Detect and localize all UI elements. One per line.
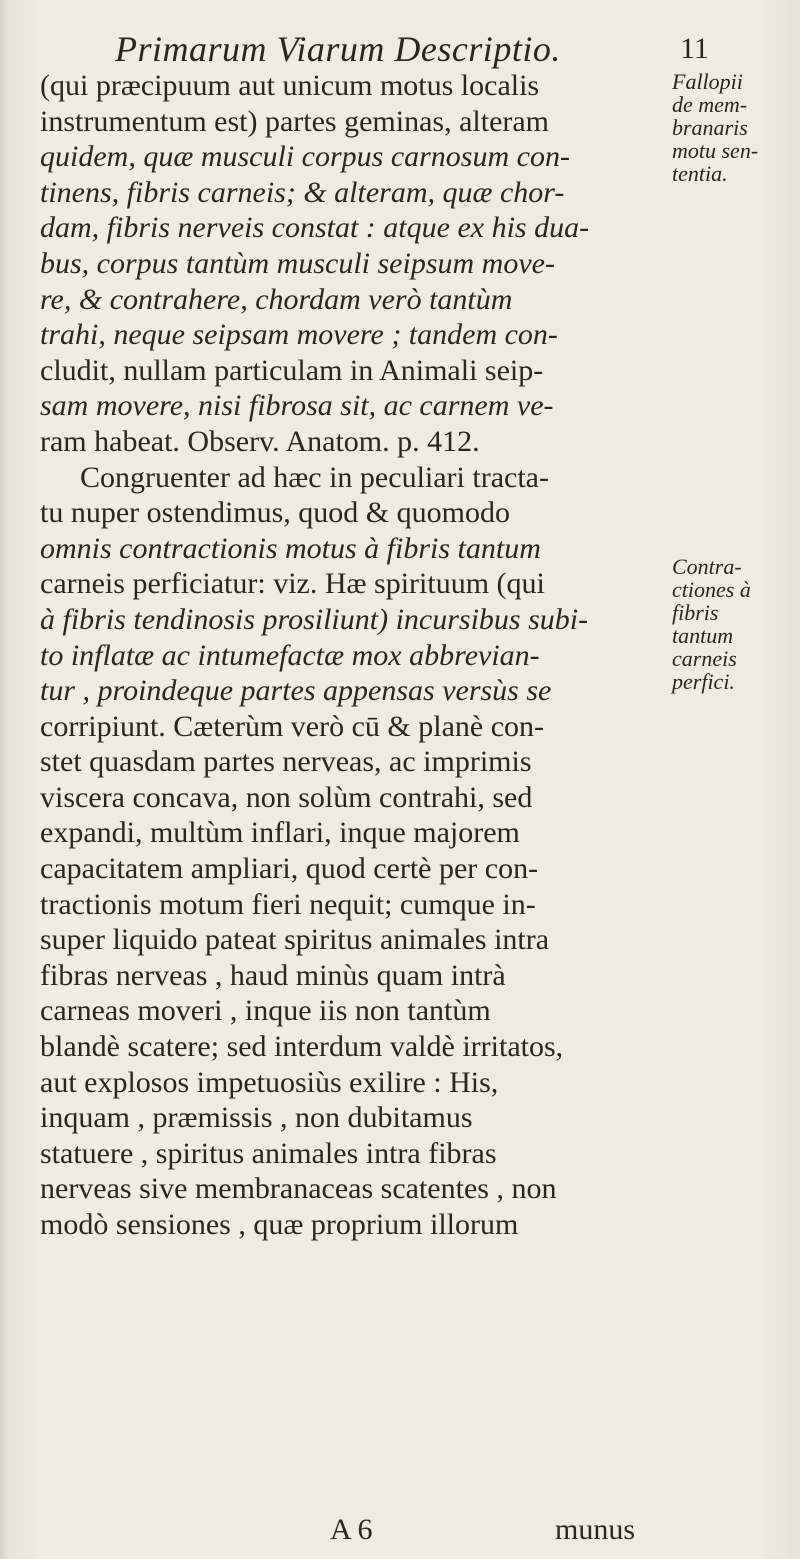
text-line: ram habeat. Observ. Anatom. p. 412. — [40, 424, 480, 458]
text-line: nerveas sive membranaceas scatentes , non — [40, 1172, 557, 1206]
text-line: viscera concava, non solùm contrahi, sed — [40, 780, 533, 814]
marginal-note-line: tentia. — [672, 161, 728, 186]
text-line: expandi, multùm inflari, inque majorem — [40, 816, 520, 850]
text-line: à fibris tendinosis prosiliunt) incursibus subi- — [40, 602, 589, 636]
signature-mark: A 6 — [330, 1513, 373, 1546]
text-line: tur , proindeque partes appensas versùs se — [40, 674, 552, 708]
marginal-note-line: tantum — [672, 623, 734, 648]
text-line: corripiunt. Cæterùm verò cū & planè con- — [40, 709, 545, 743]
marginal-note-line: perfici. — [672, 669, 735, 694]
page-number: 11 — [680, 32, 709, 65]
text-line: aut explosos impetuosiùs exilire : His, — [40, 1065, 499, 1099]
text-line: stet quasdam partes nerveas, ac imprimis — [40, 745, 532, 779]
text-line: quidem, quæ musculi corpus carnosum con- — [40, 140, 570, 174]
text-line: re, & contrahere, chordam verò tantùm — [40, 282, 513, 316]
text-line: fibras nerveas , haud minùs quam intrà — [40, 958, 506, 992]
text-line: modò sensiones , quæ proprium illorum — [40, 1208, 519, 1241]
marginal-note-line: de mem- — [672, 92, 748, 117]
text-line: statuere , spiritus animales intra fibras — [40, 1136, 497, 1170]
text-line: omnis contractionis motus à fibris tantum — [40, 531, 541, 565]
catchword: munus — [555, 1513, 636, 1546]
marginal-note-contractiones — [672, 555, 797, 693]
marginal-note-line: branaris — [672, 115, 748, 140]
text-line: sam movere, nisi fibrosa sit, ac carnem ve- — [40, 389, 554, 423]
page-gutter-edge — [0, 0, 10, 1559]
text-line: trahi, neque seipsam movere ; tandem con- — [40, 318, 558, 352]
marginal-note-line: Fallopii — [672, 69, 743, 94]
text-line: Congruenter ad hæc in peculiari tracta- — [80, 460, 549, 494]
running-title: Primarum Viarum Descriptio. — [115, 29, 561, 69]
text-line: instrumentum est) partes geminas, alteram — [40, 104, 550, 138]
text-line: dam, fibris nerveis constat : atque ex his dua- — [40, 211, 590, 245]
text-line: super liquido pateat spiritus animales intra — [40, 923, 550, 957]
text-line: tu nuper ostendimus, quod & quomodo — [40, 496, 510, 530]
marginal-note-line: fibris — [672, 600, 719, 625]
marginal-note-line: Contra- — [672, 554, 742, 579]
marginal-note-line: carneis — [672, 646, 737, 671]
text-line: bus, corpus tantùm musculi seipsum move- — [40, 246, 555, 280]
marginal-note-line: ctiones à — [672, 577, 751, 602]
marginal-note-line: motu sen- — [672, 138, 759, 163]
text-line: capacitatem ampliari, quod certè per con- — [40, 852, 539, 886]
marginal-note-fallopius — [672, 70, 797, 185]
body-text — [40, 68, 660, 1243]
text-line: (qui præcipuum aut unicum motus localis — [40, 69, 540, 102]
text-line: blandè scatere; sed interdum valdè irritatos, — [40, 1030, 564, 1064]
text-line: tinens, fibris carneis; & alteram, quæ chor- — [40, 175, 565, 209]
text-line: carneas moveri , inque iis non tantùm — [40, 994, 491, 1028]
text-line: carneis perficiatur: viz. Hæ spirituum (qui — [40, 567, 545, 601]
text-line: inquam , præmissis , non dubitamus — [40, 1101, 473, 1135]
text-line: cludit, nullam particulam in Animali seip- — [40, 353, 544, 387]
text-line: to inflatæ ac intumefactæ mox abbrevian- — [40, 638, 540, 672]
text-line: tractionis motum fieri nequit; cumque in- — [40, 887, 536, 921]
